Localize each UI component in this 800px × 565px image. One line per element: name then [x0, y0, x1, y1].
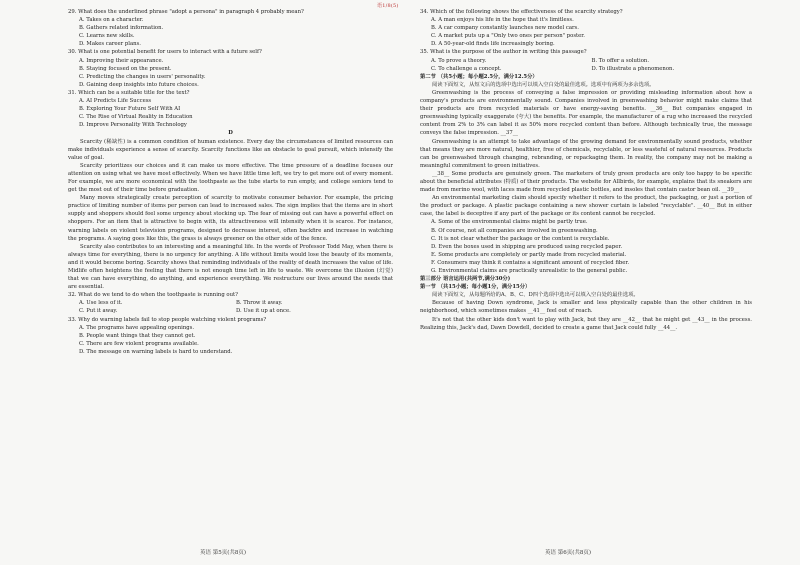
q35-option-a: A. To prove a theory. — [431, 57, 487, 64]
right-column — [420, 8, 752, 538]
q29-option-a: A. Takes on a character. — [79, 17, 144, 24]
passage-d-paragraph-3: Many moves strategically create perception of scarcity to motivate consumer behavior. For example, the pricing practice of limiting number of items per person can lead to increased sales. The sign implies that the items are in short supply and shoppers should feel some urgency about stocking up. The fear of missing out can have a powerful effect on shoppers. For an item that is attractive to begin with, its attractiveness will intensify when it is scarce. For instance, warning labels on violent television programs, designed to decrease interest, often backfire and increase in watching the programs. A saying goes like this, the grass is always greener on the other side of the fence. — [68, 195, 393, 242]
q32-option-b: B. Throw it away. — [236, 300, 283, 307]
greenwashing-paragraph-1: Greenwashing is the process of conveying a false impression or providing misleading information about how a company's products are environmentally sound. Companies involved in greenwashing behavior might make claims that their products are from recycled materials or have energy-saving benefits. __36__ But companies engaged in greenwashing typically exaggerate (夸大) the benefits. For example, the manufacturer of a rug who increased the recycled content from 2% to 3% can label it as 50% more recycled content than before. Although technically true, the message conveys the false impression. __37__ — [420, 89, 752, 137]
page-footer-left: 英语 第5页(共8页) — [200, 550, 247, 556]
greenwashing-paragraph-3: __38__ Some products are genuinely green. The marketers of truly green products are only too happy to be specific about the beneficial attributes (特质) of their products. The website for Allbirds, for example, explains that its sneakers are made from merino wool, with laces made from recycled plastic bottles, and insoles that contain castor bean oil. __39__ — [420, 170, 752, 194]
q32-option-c: C. Put it away. — [79, 308, 118, 315]
q30-option-c: C. Predicting the changes in users' personality. — [79, 73, 206, 80]
greenwashing-paragraph-2: Greenwashing is an attempt to take advantage of the growing demand for environmentally sound products, whether that means they are more natural, healthier, free of chemicals, recyclable, or less wasteful of natural resources. Products can be greenwashed through changing, rebranding, or repackaging them. In reality, the company may not be making a meaningful commitment to green initiatives. — [420, 138, 752, 169]
q31-option-b: B. Exploring Your Future Self With AI — [79, 106, 181, 113]
gap-option-g: G. Environmental claims are practically unrealistic to the general public. — [431, 268, 628, 274]
cloze-paragraph-2: It's not that the other kids don't want to play with Jack, but they are __42__ that he might get __43__ in the process. Realizing this, Jack's dad, Dawn Dowdell, decided to create a game that Jack could fully __44__. — [420, 316, 752, 331]
q35-options-row-1 — [420, 57, 752, 65]
q31-option-c: C. The Rise of Virtual Reality in Education — [79, 114, 193, 121]
q34-option-d: D. A 50-year-old finds life increasingly boring. — [431, 41, 555, 48]
q33-option-c: C. There are few violent programs available. — [79, 340, 199, 347]
q34-option-b: B. A car company constantly launches new model cars. — [431, 25, 579, 32]
q32-options-row-2 — [68, 307, 393, 315]
gap-option-a: A. Some of the environmental claims might be partly true. — [431, 219, 588, 226]
q32-option-d: D. Use it up at once. — [236, 308, 291, 315]
passage-d-paragraph-2: Scarcity prioritizes our choices and it can make us more effective. The time pressure of a deadline focuses our attention on using what we have most effectively. When we have little time left, we try to get more out of every moment. For example, we are more economical with the toothpaste as the tube starts to run empty, and college seniors tend to get the most out of their time before graduation. — [68, 162, 393, 194]
q29-option-d: D. Makes career plans. — [79, 41, 141, 48]
q31-option-d: D. Improve Personality With Technology — [79, 122, 187, 129]
question-31: 31. Which can be a suitable title for the text? — [68, 89, 190, 96]
part-3-title: 第三部分 语言运用(共两节,满分30分) — [420, 276, 511, 283]
q30-option-a: A. Improving their appearance. — [79, 57, 164, 64]
q35-option-d: D. To illustrate a phenomenon. — [591, 65, 675, 72]
section-2-instructions: 阅读下面短文，从短文后的选项中选出可以填入空白处的最佳选项。选项中有两项为多余选项。 — [432, 81, 655, 88]
section-2-title: 第二节 （共5小题；每小题2.5分，满分12.5分） — [420, 73, 538, 80]
part-3-section-1-title: 第一节 （共15小题；每小题1分，满分15分） — [420, 284, 531, 291]
q29-option-b: B. Gathers related information. — [79, 25, 164, 32]
passage-d-paragraph-1: Scarcity (稀缺性) is a common condition of human existence. Every day the circumstances of limited resources can make individuals experience a sense of scarcity. Scarcity functions like an obstacle to goal pursuit, which intensify the value of goal. — [68, 138, 393, 161]
question-32: 32. What do we tend to do when the toothpaste is running out? — [68, 292, 238, 299]
q33-option-d: D. The message on warning labels is hard to understand. — [79, 348, 233, 355]
q34-option-a: A. A man enjoys his life in the hope that it's limitless. — [431, 17, 574, 24]
q29-option-c: C. Learns new skills. — [79, 33, 135, 40]
question-34: 34. Which of the following shows the effectiveness of the scarcity strategy? — [420, 9, 623, 15]
q35-option-b: B. To offer a solution. — [591, 57, 650, 64]
question-30: 30. What is one potential benefit for users to interact with a future self? — [68, 49, 262, 56]
gap-option-f: F. Consumers may think it contains a significant amount of recycled fiber. — [431, 259, 630, 266]
section-d-heading: D — [228, 130, 233, 137]
greenwashing-paragraph-4: An environmental marketing claim should specify whether it refers to the product, the packaging, or just a portion of the product or package. A plastic package containing a new shower curtain is labeled "recyclable". __40__ But in either case, the label is deceptive if any part of the package or its content cannot be recycled. — [420, 195, 752, 218]
passage-d-paragraph-4: Scarcity also contributes to an interesting and a meaningful life. In the words of Professor Todd May, when there is always time for everything, there is no urgency for anything. A life without limits would lose the beauty of its moments, and it would become boring. Scarcity shows that reminding individuals of the reality of death increases the value of life. Midlife often heightens the feeling that there is not enough time left in life to waste. We overcome the illusion (幻觉) that we can have everything, do anything, and experience everything. We restructure our lives around the needs that are essential. — [68, 243, 393, 291]
question-35: 35. What is the purpose of the author in writing this passage? — [420, 49, 587, 56]
cloze-paragraph-1: Because of having Down syndrome, Jack is smaller and less physically capable than the other children in his neighborhood, which sometimes makes __41__ feel out of reach. — [420, 300, 752, 315]
q35-option-c: C. To challenge a concept. — [431, 65, 502, 72]
question-29: 29. What does the underlined phrase "adopt a persona" in paragraph 4 probably mean? — [68, 9, 304, 15]
q30-option-d: D. Gaining deep insights into future choices. — [79, 81, 199, 88]
q32-option-a: A. Use less of it. — [79, 300, 123, 307]
gap-option-e: E. Some products are completely or partly made from recycled material. — [431, 251, 627, 258]
page-footer-right: 英语 第6页(共8页) — [545, 550, 592, 556]
gap-option-b: B. Of course, not all companies are involved in greenwashing. — [431, 227, 598, 234]
question-33: 33. Why do warning labels fail to stop people watching violent programs? — [68, 316, 267, 323]
q34-option-c: C. A market puts up a "Only two ones per person" poster. — [431, 33, 585, 40]
gap-option-c: C. It is not clear whether the package or the content is recyclable. — [431, 235, 610, 242]
q35-options-row-2 — [420, 65, 752, 73]
top-mark: 语1/8(5) — [377, 3, 399, 9]
q31-option-a: A. AI Predicts Life Success — [79, 98, 152, 105]
part-3-instructions: 阅读下面短文，从每题所给的A、B、C、D四个选项中选出可以填入空白处的最佳选项。 — [432, 292, 639, 299]
q32-options-row-1 — [68, 299, 393, 307]
gap-option-d: D. Even the boxes used in shipping are produced using recycled paper. — [431, 243, 623, 250]
left-column — [68, 8, 393, 538]
q33-option-a: A. The programs have appealing openings. — [79, 324, 195, 331]
q33-option-b: B. People want things that they cannot get. — [79, 332, 196, 339]
q30-option-b: B. Staying focused on the present. — [79, 65, 172, 72]
